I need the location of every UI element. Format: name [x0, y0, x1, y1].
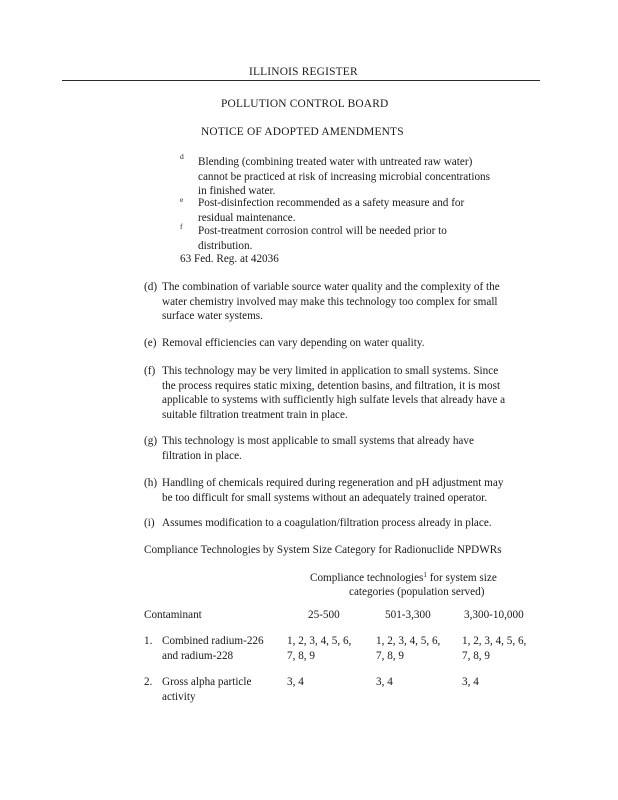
note-line: Handling of chemicals required during regeneration and pH adjustment may [162, 477, 504, 489]
note-label-f: (f) [144, 365, 156, 377]
row-number: 1. [144, 635, 153, 647]
note-label-g: (g) [144, 435, 158, 447]
note-h [162, 476, 503, 505]
federal-register-citation: 63 Fed. Reg. at 42036 [180, 253, 279, 265]
footnote-line: residual maintenance. [198, 211, 296, 224]
footnote-ref: 1 [423, 571, 427, 579]
note-line: water chemistry involved may make this technology too complex for small [162, 295, 498, 308]
note-line: This technology is most applicable to small systems that already have [162, 435, 474, 447]
footnote-line: cannot be practiced at risk of increasing microbial concentrations [198, 170, 491, 183]
footnote-e [198, 196, 464, 225]
note-label-d: (d) [144, 281, 158, 293]
table-cell-contaminant: Combined radium-226 and radium-228 [162, 635, 264, 662]
note-label-e: (e) [144, 337, 157, 349]
note-line: applicable to systems with sufficiently high sulfate levels that already have a [162, 394, 506, 406]
footnote-line: distribution. [198, 239, 253, 252]
footnote-d [198, 155, 490, 199]
header-rule [62, 80, 540, 81]
note-line: suitable filtration treatment train in place. [162, 408, 348, 421]
note-d [162, 280, 500, 324]
note-line: filtration in place. [162, 449, 242, 462]
table-cell-contaminant: Gross alpha particle activity [162, 676, 252, 703]
footnote-line: Post-disinfection recommended as a safety measure and for [198, 197, 465, 209]
row-number: 2. [144, 676, 153, 688]
column-header-size-2: 501-3,300 [385, 609, 431, 621]
register-title: ILLINOIS REGISTER [249, 66, 358, 78]
footnote-mark-e: e [180, 195, 184, 204]
note-label-h: (h) [144, 477, 158, 489]
table-title: Compliance Technologies by System Size Category for Radionuclide NPDWRs [144, 544, 502, 556]
footnote-mark-d: d [180, 152, 184, 161]
footnote-line: Blending (combining treated water with untreated raw water) [198, 156, 473, 168]
footnote-line: in finished water. [198, 185, 276, 197]
note-line: Assumes modification to a coagulation/filtration process already in place. [162, 517, 492, 529]
column-header-size-3: 3,300-10,000 [464, 609, 524, 621]
table-cell-size-1: 3, 4 [287, 676, 304, 688]
note-e [162, 336, 425, 351]
table-cell-size-3: 1, 2, 3, 4, 5, 6, 7, 8, 9 [462, 635, 527, 662]
table-group-header-line2: categories (population served) [349, 586, 485, 598]
column-header-size-1: 25-500 [308, 609, 340, 621]
note-f [162, 364, 505, 422]
footnote-line: Post-treatment corrosion control will be needed prior to [198, 225, 447, 237]
footnote-mark-f: f [180, 222, 183, 231]
note-line: be too difficult for small systems without an adequately trained operator. [162, 491, 488, 504]
table-cell-size-2: 3, 4 [376, 676, 393, 688]
note-g [162, 434, 474, 463]
note-line: This technology may be very limited in application to small systems. Since [162, 365, 499, 377]
note-line: Removal efficiencies can vary depending on water quality. [162, 337, 425, 349]
board-title: POLLUTION CONTROL BOARD [221, 98, 389, 110]
column-header-contaminant: Contaminant [144, 609, 202, 621]
table-cell-size-2: 1, 2, 3, 4, 5, 6, 7, 8, 9 [376, 635, 441, 662]
note-line: The combination of variable source water quality and the complexity of the [162, 281, 500, 293]
note-label-i: (i) [144, 517, 155, 529]
footnote-f [198, 224, 447, 253]
table-group-header: Compliance technologies$^1$ for system size [310, 571, 497, 584]
notice-title: NOTICE OF ADOPTED AMENDMENTS [201, 126, 404, 138]
note-line: the process requires static mixing, detention basins, and filtration, it is most [162, 379, 501, 392]
note-i [162, 516, 492, 531]
table-cell-size-1: 1, 2, 3, 4, 5, 6, 7, 8, 9 [287, 635, 352, 662]
table-cell-size-3: 3, 4 [462, 676, 479, 688]
note-line: surface water systems. [162, 310, 263, 322]
